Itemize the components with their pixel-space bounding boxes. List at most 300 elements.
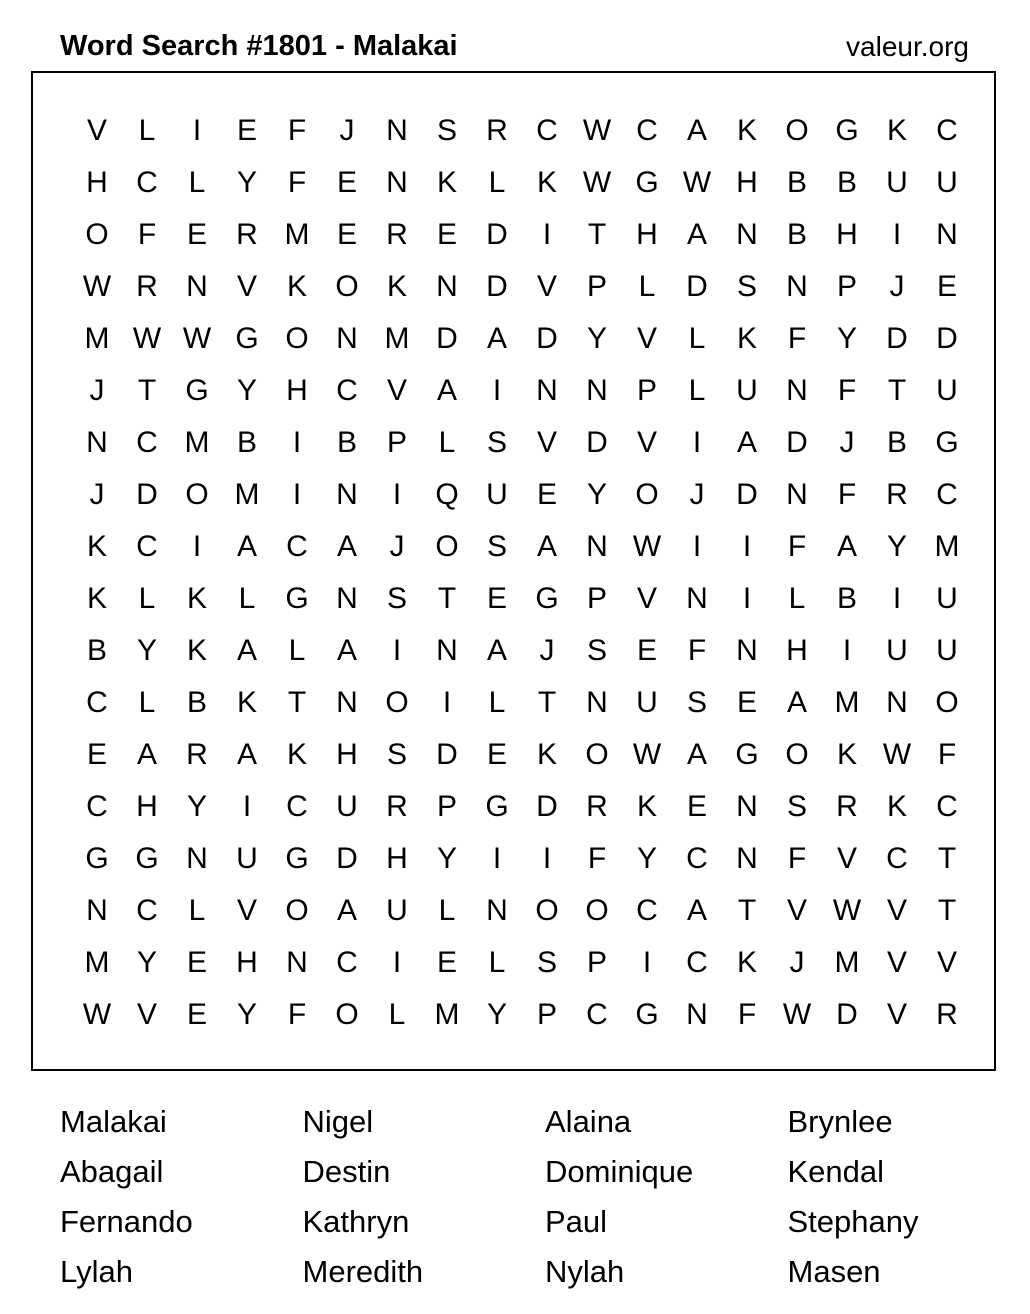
grid-cell[interactable]: J [389,530,405,563]
grid-cell[interactable]: F [787,322,807,355]
grid-cell[interactable]: K [86,582,107,615]
grid-cell[interactable]: T [887,374,907,407]
grid-cell[interactable]: P [386,426,407,459]
grid-cell[interactable]: M [934,530,960,563]
grid-cell[interactable]: J [789,946,805,979]
grid-cell[interactable]: H [786,634,808,667]
grid-cell[interactable]: D [886,322,908,355]
grid-cell[interactable]: C [286,790,308,823]
grid-cell[interactable]: A [836,530,857,563]
grid-cell[interactable]: L [438,426,456,459]
grid-cell[interactable]: V [236,894,257,927]
grid-cell[interactable]: I [892,218,902,251]
grid-cell[interactable]: B [886,426,907,459]
grid-cell[interactable]: R [936,998,958,1031]
grid-cell[interactable]: A [786,686,807,719]
grid-cell[interactable]: F [937,738,957,771]
grid-cell[interactable]: F [287,166,307,199]
grid-cell[interactable]: K [886,114,907,147]
grid-cell[interactable]: C [936,114,958,147]
grid-cell[interactable]: E [936,270,957,303]
grid-cell[interactable]: R [186,738,208,771]
grid-cell[interactable]: R [836,790,858,823]
grid-cell[interactable]: S [436,114,457,147]
grid-cell[interactable]: Y [586,322,607,355]
grid-cell[interactable]: L [788,582,806,615]
grid-cell[interactable]: Q [435,478,459,511]
grid-cell[interactable]: Y [136,946,157,979]
grid-cell[interactable]: F [737,998,757,1031]
grid-cell[interactable]: N [586,686,608,719]
grid-cell[interactable]: T [937,842,957,875]
grid-cell[interactable]: E [486,738,507,771]
grid-cell[interactable]: V [936,946,957,979]
grid-cell[interactable]: I [692,426,702,459]
grid-cell[interactable]: D [786,426,808,459]
grid-cell[interactable]: I [442,686,452,719]
grid-cell[interactable]: E [436,218,457,251]
grid-cell[interactable]: N [386,166,408,199]
grid-cell[interactable]: D [486,218,508,251]
grid-cell[interactable]: M [834,686,860,719]
grid-cell[interactable]: N [736,218,758,251]
grid-cell[interactable]: N [786,478,808,511]
grid-cell[interactable]: V [636,426,657,459]
grid-cell[interactable]: M [84,322,110,355]
grid-cell[interactable]: I [392,634,402,667]
grid-cell[interactable]: T [537,686,557,719]
grid-cell[interactable]: G [135,842,159,875]
grid-cell[interactable]: W [82,270,112,303]
grid-cell[interactable]: I [692,530,702,563]
grid-cell[interactable]: E [86,738,107,771]
grid-cell[interactable]: N [586,530,608,563]
grid-cell[interactable]: V [886,998,907,1031]
grid-cell[interactable]: I [742,530,752,563]
grid-cell[interactable]: W [632,530,662,563]
grid-cell[interactable]: M [234,478,260,511]
grid-cell[interactable]: I [292,426,302,459]
grid-cell[interactable]: S [786,790,807,823]
grid-cell[interactable]: B [86,634,107,667]
grid-cell[interactable]: H [136,790,158,823]
grid-cell[interactable]: W [182,322,212,355]
grid-cell[interactable]: P [836,270,857,303]
grid-cell[interactable]: O [185,478,209,511]
grid-cell[interactable]: V [636,322,657,355]
grid-cell[interactable]: D [736,478,758,511]
grid-cell[interactable]: A [686,218,707,251]
grid-cell[interactable]: D [536,322,558,355]
grid-cell[interactable]: R [586,790,608,823]
grid-cell[interactable]: N [936,218,958,251]
grid-cell[interactable]: F [787,842,807,875]
grid-cell[interactable]: K [836,738,857,771]
grid-cell[interactable]: F [787,530,807,563]
grid-cell[interactable]: K [886,790,907,823]
grid-cell[interactable]: E [186,946,207,979]
grid-cell[interactable]: Y [136,634,157,667]
grid-cell[interactable]: M [184,426,210,459]
grid-cell[interactable]: K [536,166,557,199]
grid-cell[interactable]: O [585,738,609,771]
grid-cell[interactable]: H [286,374,308,407]
grid-cell[interactable]: J [89,478,105,511]
grid-cell[interactable]: H [86,166,108,199]
grid-cell[interactable]: C [86,790,108,823]
grid-cell[interactable]: D [836,998,858,1031]
grid-cell[interactable]: U [886,634,908,667]
grid-cell[interactable]: H [636,218,658,251]
grid-cell[interactable]: F [287,114,307,147]
grid-cell[interactable]: T [287,686,307,719]
grid-cell[interactable]: E [486,582,507,615]
grid-cell[interactable]: G [185,374,209,407]
grid-cell[interactable]: N [286,946,308,979]
grid-cell[interactable]: I [542,842,552,875]
grid-cell[interactable]: O [285,322,309,355]
grid-cell[interactable]: E [736,686,757,719]
grid-cell[interactable]: V [136,998,157,1031]
grid-cell[interactable]: K [736,322,757,355]
grid-cell[interactable]: O [535,894,559,927]
grid-cell[interactable]: C [886,842,908,875]
grid-cell[interactable]: C [636,894,658,927]
grid-cell[interactable]: K [86,530,107,563]
grid-cell[interactable]: G [635,998,659,1031]
grid-cell[interactable]: A [686,114,707,147]
grid-cell[interactable]: S [386,582,407,615]
grid-cell[interactable]: N [436,634,458,667]
grid-cell[interactable]: N [886,686,908,719]
grid-cell[interactable]: F [137,218,157,251]
grid-cell[interactable]: D [336,842,358,875]
grid-cell[interactable]: S [586,634,607,667]
grid-cell[interactable]: K [286,738,307,771]
grid-cell[interactable]: U [886,166,908,199]
grid-cell[interactable]: I [492,374,502,407]
grid-cell[interactable]: C [586,998,608,1031]
grid-cell[interactable]: B [836,166,857,199]
grid-cell[interactable]: T [587,218,607,251]
grid-cell[interactable]: N [336,478,358,511]
grid-cell[interactable]: O [335,270,359,303]
grid-cell[interactable]: L [188,166,206,199]
grid-cell[interactable]: J [339,114,355,147]
grid-cell[interactable]: B [836,582,857,615]
grid-cell[interactable]: I [892,582,902,615]
grid-cell[interactable]: V [536,270,557,303]
grid-cell[interactable]: K [286,270,307,303]
grid-cell[interactable]: F [687,634,707,667]
grid-cell[interactable]: L [288,634,306,667]
grid-cell[interactable]: E [636,634,657,667]
grid-cell[interactable]: I [392,946,402,979]
grid-cell[interactable]: O [85,218,109,251]
grid-cell[interactable]: C [336,946,358,979]
grid-cell[interactable]: U [636,686,658,719]
grid-cell[interactable]: C [86,686,108,719]
grid-cell[interactable]: C [936,478,958,511]
grid-cell[interactable]: Y [436,842,457,875]
grid-cell[interactable]: L [388,998,406,1031]
grid-cell[interactable]: L [488,686,506,719]
grid-cell[interactable]: O [785,738,809,771]
grid-cell[interactable]: W [682,166,712,199]
grid-cell[interactable]: U [936,374,958,407]
grid-cell[interactable]: P [586,582,607,615]
grid-cell[interactable]: F [287,998,307,1031]
grid-cell[interactable]: A [536,530,557,563]
grid-cell[interactable]: L [688,322,706,355]
grid-cell[interactable]: S [536,946,557,979]
grid-cell[interactable]: O [285,894,309,927]
grid-cell[interactable]: S [486,530,507,563]
grid-cell[interactable]: A [236,530,257,563]
grid-cell[interactable]: Y [236,374,257,407]
grid-cell[interactable]: E [436,946,457,979]
grid-cell[interactable]: K [386,270,407,303]
grid-cell[interactable]: N [486,894,508,927]
grid-cell[interactable]: K [186,582,207,615]
grid-cell[interactable]: K [436,166,457,199]
grid-cell[interactable]: F [837,478,857,511]
grid-cell[interactable]: B [336,426,357,459]
grid-cell[interactable]: N [186,270,208,303]
grid-cell[interactable]: L [188,894,206,927]
grid-cell[interactable]: S [486,426,507,459]
grid-cell[interactable]: C [686,946,708,979]
grid-cell[interactable]: W [782,998,812,1031]
grid-cell[interactable]: W [882,738,912,771]
grid-cell[interactable]: V [636,582,657,615]
grid-cell[interactable]: M [434,998,460,1031]
grid-cell[interactable]: N [686,998,708,1031]
grid-cell[interactable]: P [536,998,557,1031]
grid-cell[interactable]: I [542,218,552,251]
grid-cell[interactable]: V [236,270,257,303]
grid-cell[interactable]: A [236,634,257,667]
grid-cell[interactable]: G [835,114,859,147]
grid-cell[interactable]: A [336,894,357,927]
grid-cell[interactable]: I [842,634,852,667]
grid-cell[interactable]: L [638,270,656,303]
grid-cell[interactable]: R [486,114,508,147]
grid-cell[interactable]: C [136,894,158,927]
grid-cell[interactable]: K [736,946,757,979]
grid-cell[interactable]: D [486,270,508,303]
grid-cell[interactable]: W [832,894,862,927]
grid-cell[interactable]: L [488,946,506,979]
grid-cell[interactable]: M [834,946,860,979]
grid-cell[interactable]: D [436,322,458,355]
grid-cell[interactable]: N [586,374,608,407]
grid-cell[interactable]: H [386,842,408,875]
grid-cell[interactable]: G [735,738,759,771]
grid-cell[interactable]: C [536,114,558,147]
grid-cell[interactable]: N [736,842,758,875]
grid-cell[interactable]: F [837,374,857,407]
grid-cell[interactable]: E [186,218,207,251]
grid-cell[interactable]: E [186,998,207,1031]
grid-cell[interactable]: D [536,790,558,823]
grid-cell[interactable]: C [136,530,158,563]
grid-cell[interactable]: R [136,270,158,303]
grid-cell[interactable]: Y [886,530,907,563]
grid-cell[interactable]: C [136,426,158,459]
grid-cell[interactable]: D [586,426,608,459]
grid-cell[interactable]: A [686,738,707,771]
grid-cell[interactable]: U [386,894,408,927]
grid-cell[interactable]: T [737,894,757,927]
grid-cell[interactable]: K [736,114,757,147]
grid-cell[interactable]: H [236,946,258,979]
grid-cell[interactable]: V [886,946,907,979]
grid-cell[interactable]: I [392,478,402,511]
grid-cell[interactable]: M [84,946,110,979]
grid-cell[interactable]: A [436,374,457,407]
grid-cell[interactable]: V [786,894,807,927]
grid-cell[interactable]: O [635,478,659,511]
grid-cell[interactable]: N [736,634,758,667]
grid-cell[interactable]: Y [836,322,857,355]
grid-cell[interactable]: E [336,166,357,199]
grid-cell[interactable]: H [736,166,758,199]
grid-cell[interactable]: N [336,686,358,719]
grid-cell[interactable]: N [536,374,558,407]
grid-cell[interactable]: A [136,738,157,771]
grid-cell[interactable]: D [686,270,708,303]
grid-cell[interactable]: T [137,374,157,407]
grid-cell[interactable]: G [935,426,959,459]
grid-cell[interactable]: A [736,426,757,459]
grid-cell[interactable]: C [286,530,308,563]
grid-cell[interactable]: M [384,322,410,355]
grid-cell[interactable]: O [935,686,959,719]
grid-cell[interactable]: W [632,738,662,771]
grid-cell[interactable]: C [936,790,958,823]
grid-cell[interactable]: U [936,582,958,615]
grid-cell[interactable]: K [186,634,207,667]
grid-cell[interactable]: E [236,114,257,147]
grid-cell[interactable]: E [536,478,557,511]
grid-cell[interactable]: U [936,166,958,199]
grid-cell[interactable]: V [536,426,557,459]
grid-cell[interactable]: L [138,114,156,147]
grid-cell[interactable]: U [486,478,508,511]
grid-cell[interactable]: G [235,322,259,355]
grid-cell[interactable]: Y [186,790,207,823]
grid-cell[interactable]: G [285,842,309,875]
grid-cell[interactable]: U [336,790,358,823]
grid-cell[interactable]: F [587,842,607,875]
grid-cell[interactable]: V [386,374,407,407]
grid-cell[interactable]: C [686,842,708,875]
grid-cell[interactable]: L [238,582,256,615]
grid-cell[interactable]: I [242,790,252,823]
grid-cell[interactable]: C [336,374,358,407]
grid-cell[interactable]: K [536,738,557,771]
grid-cell[interactable]: H [336,738,358,771]
grid-cell[interactable]: N [86,426,108,459]
grid-cell[interactable]: D [436,738,458,771]
grid-cell[interactable]: W [132,322,162,355]
grid-cell[interactable]: A [486,634,507,667]
grid-cell[interactable]: N [736,790,758,823]
grid-cell[interactable]: A [336,530,357,563]
grid-cell[interactable]: I [642,946,652,979]
grid-cell[interactable]: A [336,634,357,667]
grid-cell[interactable]: D [136,478,158,511]
grid-cell[interactable]: B [786,166,807,199]
grid-cell[interactable]: U [736,374,758,407]
grid-cell[interactable]: N [336,322,358,355]
grid-cell[interactable]: U [936,634,958,667]
grid-cell[interactable]: C [636,114,658,147]
grid-cell[interactable]: N [786,374,808,407]
grid-cell[interactable]: K [636,790,657,823]
grid-cell[interactable]: L [438,894,456,927]
grid-cell[interactable]: J [689,478,705,511]
grid-cell[interactable]: W [582,114,612,147]
grid-cell[interactable]: I [492,842,502,875]
grid-cell[interactable]: U [236,842,258,875]
grid-cell[interactable]: O [385,686,409,719]
grid-cell[interactable]: A [236,738,257,771]
grid-cell[interactable]: H [836,218,858,251]
grid-cell[interactable]: L [688,374,706,407]
grid-cell[interactable]: L [138,582,156,615]
grid-cell[interactable]: T [937,894,957,927]
grid-cell[interactable]: V [86,114,107,147]
grid-cell[interactable]: J [539,634,555,667]
grid-cell[interactable]: P [436,790,457,823]
grid-cell[interactable]: I [192,114,202,147]
grid-cell[interactable]: B [236,426,257,459]
grid-cell[interactable]: N [786,270,808,303]
grid-cell[interactable]: R [236,218,258,251]
grid-cell[interactable]: A [486,322,507,355]
grid-cell[interactable]: I [192,530,202,563]
grid-cell[interactable]: P [586,270,607,303]
grid-cell[interactable]: A [686,894,707,927]
grid-cell[interactable]: L [138,686,156,719]
grid-cell[interactable]: J [889,270,905,303]
grid-cell[interactable]: O [335,998,359,1031]
grid-cell[interactable]: W [82,998,112,1031]
grid-cell[interactable]: J [839,426,855,459]
grid-cell[interactable]: N [686,582,708,615]
grid-cell[interactable]: C [136,166,158,199]
grid-cell[interactable]: Y [236,998,257,1031]
grid-cell[interactable]: N [436,270,458,303]
grid-cell[interactable]: G [535,582,559,615]
grid-cell[interactable]: V [886,894,907,927]
grid-cell[interactable]: P [586,946,607,979]
grid-cell[interactable]: I [742,582,752,615]
grid-cell[interactable]: D [936,322,958,355]
grid-cell[interactable]: T [437,582,457,615]
grid-cell[interactable]: Y [636,842,657,875]
grid-cell[interactable]: S [386,738,407,771]
grid-cell[interactable]: W [582,166,612,199]
grid-cell[interactable]: Y [586,478,607,511]
grid-cell[interactable]: O [585,894,609,927]
grid-cell[interactable]: O [785,114,809,147]
grid-cell[interactable]: S [736,270,757,303]
grid-cell[interactable]: E [686,790,707,823]
grid-cell[interactable]: R [386,790,408,823]
